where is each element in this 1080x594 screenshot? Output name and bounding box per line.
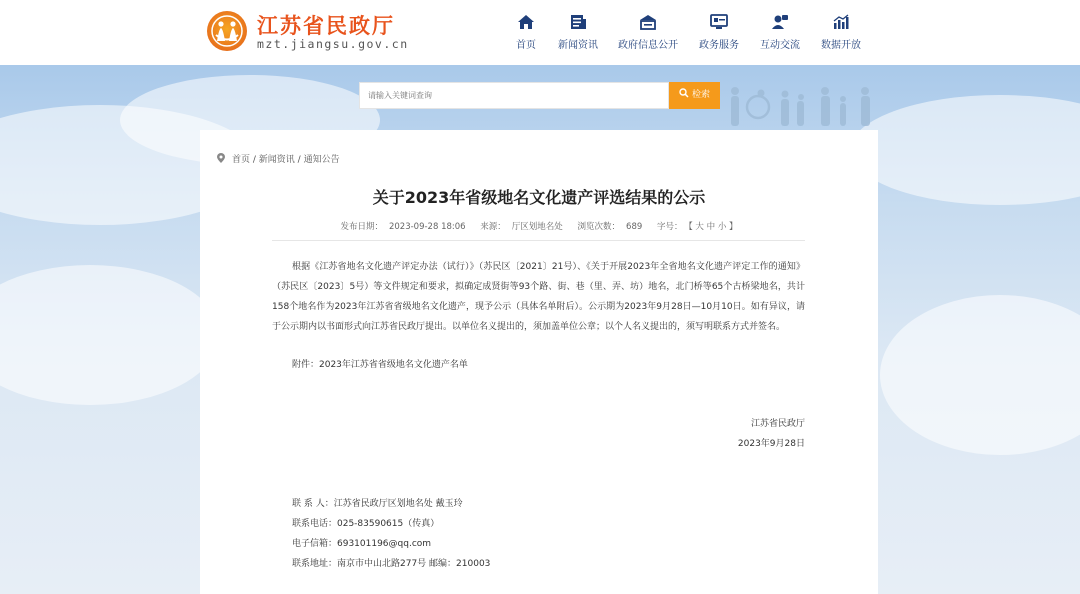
article-meta <box>200 220 878 232</box>
search-box <box>359 82 669 109</box>
publish-date: 发布日期： 2023-09-28 18:06 <box>340 222 466 232</box>
nav-gov-info[interactable] <box>617 14 679 54</box>
meta-divider <box>272 240 805 241</box>
nav-data-open[interactable] <box>819 14 863 54</box>
breadcrumb-notice[interactable]: 通知公告 <box>303 155 340 165</box>
contact-email: 电子信箱：693101196@qq.com <box>292 539 432 549</box>
nav-interaction[interactable] <box>758 14 802 54</box>
nav-label: 首页 <box>516 40 536 51</box>
site-logo-icon[interactable] <box>207 11 247 51</box>
article-source: 来源： 厅区划地名处 <box>480 222 563 232</box>
breadcrumb: 首页 / 新闻资讯 / 通知公告 <box>217 152 340 165</box>
nav-home[interactable] <box>508 14 544 54</box>
article-paragraph: 根据《江苏省地名文化遗产评定办法（试行）》（苏民区〔2021〕21号）、《关于开展2023年全省地名文化遗产评定工作的通知》（苏民区〔2023〕5号）等文件规定和要求，拟确定成贤街等93个路、街、巷（里、弄、坊）地名，北门桥等65个古桥梁地名，共计158个地名作为2023年江苏省省级地名文化遗产，现予公示（具体名单附后）。公示期为2023年9月28日—10月10日。如有异议，请于公示期内以书面形式向江苏省民政厅提出。以单位名义提出的，须加盖单位公章；以个人名义提出的，须写明联系方式并签名。 <box>272 262 805 332</box>
nav-service[interactable] <box>697 14 741 54</box>
attachment-link[interactable]: 附件：2023年江苏省省级地名文化遗产名单 <box>292 360 468 370</box>
signature-date: 2023年9月28日 <box>737 439 805 449</box>
interaction-icon <box>771 14 789 30</box>
site-name[interactable]: 江苏省民政厅 <box>257 14 395 38</box>
nav-news[interactable] <box>556 14 600 54</box>
search-icon <box>679 88 689 98</box>
nav-label: 数据开放 <box>821 40 861 51</box>
font-size-options[interactable]: 【 大 中 小 】 <box>688 222 738 232</box>
contact-phone: 联系电话：025-83590615（传真） <box>292 519 440 529</box>
search-button-label: 检索 <box>691 90 710 100</box>
location-pin-icon <box>217 153 225 163</box>
search-button[interactable] <box>669 82 720 109</box>
font-size-control: 字号： 【 大 中 小 】 <box>656 222 738 232</box>
data-chart-icon <box>832 14 850 30</box>
breadcrumb-home[interactable]: 首页 <box>232 155 251 165</box>
breadcrumb-news[interactable]: 新闻资讯 <box>258 155 295 165</box>
contact-address: 联系地址：南京市中山北路277号 邮编：210003 <box>292 559 491 569</box>
people-silhouette-icon <box>725 85 885 130</box>
article-body <box>272 257 805 337</box>
site-url: mzt.jiangsu.gov.cn <box>257 37 409 51</box>
nav-label: 互动交流 <box>760 40 800 51</box>
nav-label: 政务服务 <box>699 40 739 51</box>
service-icon <box>710 14 728 30</box>
site-header <box>0 0 1080 65</box>
search-input[interactable] <box>360 83 668 108</box>
nav-label: 新闻资讯 <box>558 40 598 51</box>
contact-person: 联 系 人：江苏省民政厅区划地名处 戴玉玲 <box>292 499 463 509</box>
view-count: 浏览次数： 689 <box>577 222 643 232</box>
signature-org: 江苏省民政厅 <box>750 419 805 429</box>
info-open-icon <box>639 14 657 30</box>
article-title: 关于2023年省级地名文化遗产评选结果的公示 <box>372 188 706 207</box>
home-icon <box>517 14 535 30</box>
news-icon <box>569 14 587 30</box>
nav-label: 政府信息公开 <box>618 40 678 51</box>
